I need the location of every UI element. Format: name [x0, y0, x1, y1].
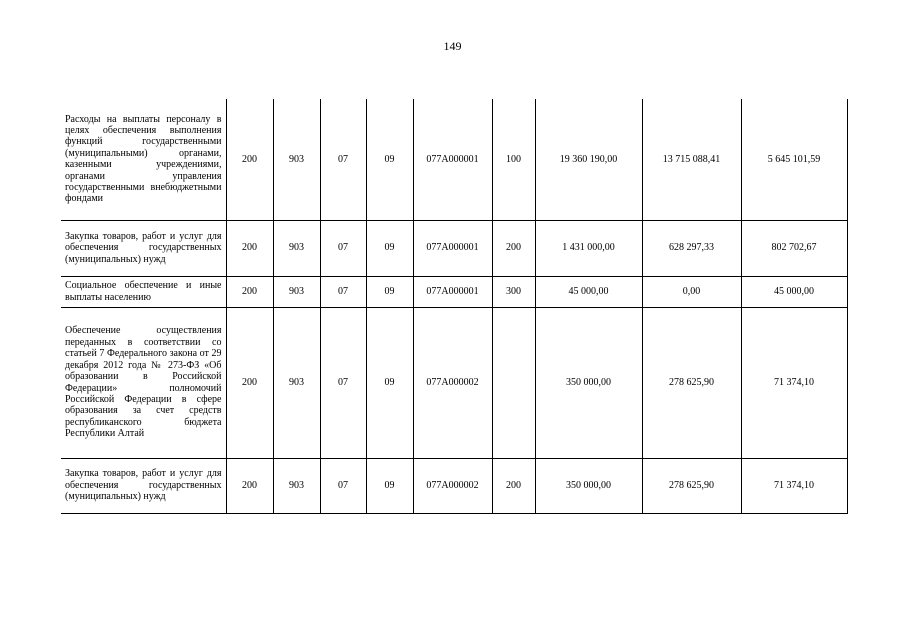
- cell-section: 07: [320, 99, 366, 220]
- cell-plan: 19 360 190,00: [535, 99, 642, 220]
- cell-subsection: 09: [366, 458, 413, 513]
- cell-plan: 1 431 000,00: [535, 220, 642, 276]
- cell-executed: 278 625,90: [642, 458, 741, 513]
- cell-executed: 628 297,33: [642, 220, 741, 276]
- cell-section: 07: [320, 307, 366, 458]
- cell-section: 07: [320, 220, 366, 276]
- row-description: Социальное обеспечение и иные выплаты населению: [61, 276, 226, 307]
- cell-ministry: 903: [273, 99, 320, 220]
- cell-admin: 200: [226, 307, 273, 458]
- cell-ministry: 903: [273, 458, 320, 513]
- cell-expense-type: 300: [492, 276, 535, 307]
- cell-remainder: 71 374,10: [741, 458, 847, 513]
- row-description: Закупка товаров, работ и услуг для обеспечения государственных (муниципальных) нужд: [61, 220, 226, 276]
- cell-subsection: 09: [366, 99, 413, 220]
- cell-ministry: 903: [273, 220, 320, 276]
- cell-ministry: 903: [273, 276, 320, 307]
- cell-admin: 200: [226, 276, 273, 307]
- cell-target: 077А000002: [413, 458, 492, 513]
- cell-remainder: 802 702,67: [741, 220, 847, 276]
- cell-section: 07: [320, 276, 366, 307]
- cell-plan: 350 000,00: [535, 307, 642, 458]
- cell-target: 077А000001: [413, 220, 492, 276]
- cell-admin: 200: [226, 458, 273, 513]
- cell-section: 07: [320, 458, 366, 513]
- cell-expense-type: 100: [492, 99, 535, 220]
- table-body: [61, 99, 847, 513]
- cell-target: 077А000002: [413, 307, 492, 458]
- cell-executed: 13 715 088,41: [642, 99, 741, 220]
- cell-plan: 45 000,00: [535, 276, 642, 307]
- row-description: Обеспечение осуществления переданных в соответствии со статьей 7 Федерального закона от 29 декабря 2012 года № 273-ФЗ «Об образовании в Российской Федерации» полномочий Российской Федерации в сфере образования за счет средств республиканского бюджета Республики Алтай: [61, 307, 226, 458]
- page-number: 149: [443, 39, 462, 53]
- row-description: Закупка товаров, работ и услуг для обеспечения государственных (муниципальных) нужд: [61, 458, 226, 513]
- cell-subsection: 09: [366, 276, 413, 307]
- cell-subsection: 09: [366, 220, 413, 276]
- cell-subsection: 09: [366, 307, 413, 458]
- table-row: [61, 220, 847, 276]
- cell-remainder: 45 000,00: [741, 276, 847, 307]
- cell-admin: 200: [226, 220, 273, 276]
- row-description: Расходы на выплаты персоналу в целях обеспечения выполнения функций государственными (муниципальными) органами, казенными учреждениями, органами управления государственными внебюджетными фондами: [61, 99, 226, 220]
- cell-remainder: 5 645 101,59: [741, 99, 847, 220]
- cell-admin: 200: [226, 99, 273, 220]
- cell-target: 077А000001: [413, 99, 492, 220]
- table-row: [61, 458, 847, 513]
- cell-expense-type: [492, 307, 535, 458]
- cell-target: 077А000001: [413, 276, 492, 307]
- cell-expense-type: 200: [492, 220, 535, 276]
- cell-ministry: 903: [273, 307, 320, 458]
- cell-expense-type: 200: [492, 458, 535, 513]
- budget-table: [61, 99, 848, 514]
- table-row: [61, 276, 847, 307]
- table-row: [61, 99, 847, 220]
- table-row: [61, 307, 847, 458]
- cell-remainder: 71 374,10: [741, 307, 847, 458]
- cell-plan: 350 000,00: [535, 458, 642, 513]
- cell-executed: 0,00: [642, 276, 741, 307]
- cell-executed: 278 625,90: [642, 307, 741, 458]
